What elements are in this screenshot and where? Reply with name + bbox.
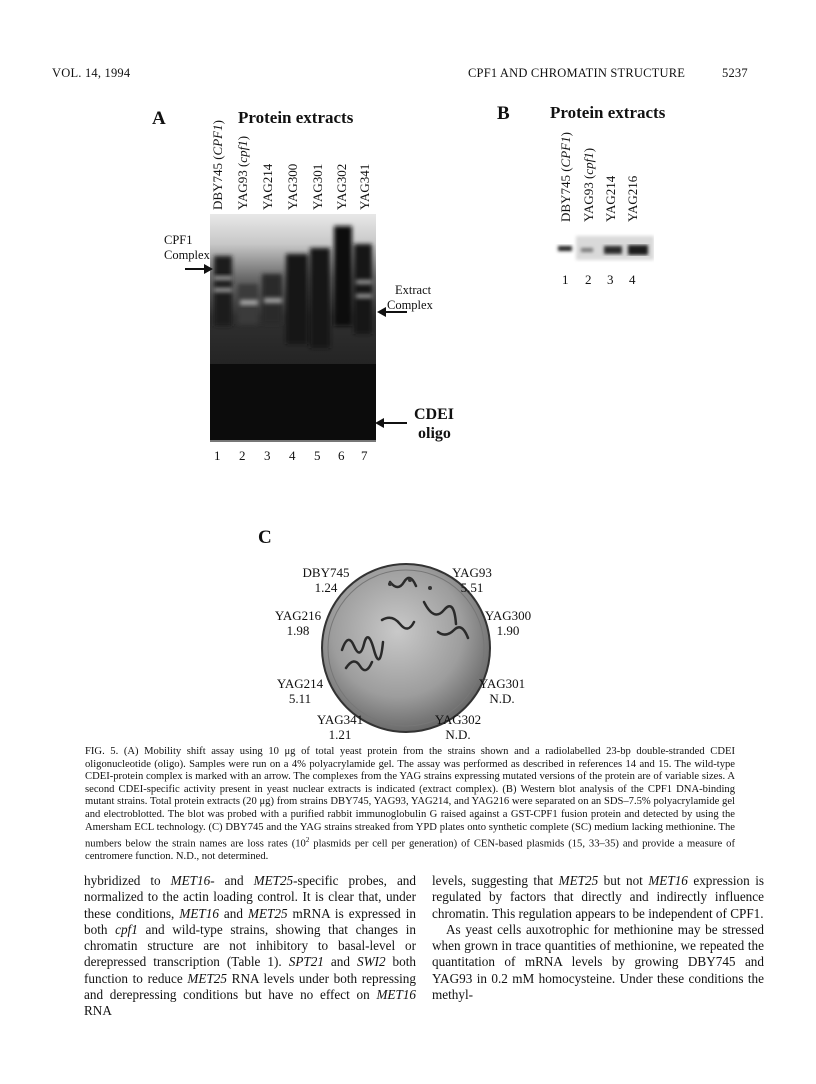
strain-label: YAG300 1.90 — [484, 608, 532, 638]
figure-caption: FIG. 5. (A) Mobility shift assay using 10 μg of total yeast protein from the strains shown and a radiolabelled 23-bp double-stranded CDEI oligonucleotide (oligo). Samples were run on a 4% polyacrylamide gel. The assay was performed as described in references 14 and 15. The wild-type CDEI-protein complex is marked with an arrow. The complexes from the YAG strains expressing mutated versions of the protein are of variable sizes. A second CDEI-specific activity present in yeast nuclear extracts is indicated (extract complex). (B) Western blot analysis of the CPF1 DNA-binding mutant strains. Total protein extracts (20 μg) from strains DBY745, YAG93, YAG214, and YAG216 were separated on an SDS–7.5% polyacrylamide gel and electroblotted. The blot was probed with a purified rabbit immunoglobulin G raised against a GST-CPF1 fusion protein and detected by using the Amersham ECL technology. (C) DBY745 and the YAG strains streaked from YPD plates onto synthetic complete (SC) medium lacking methionine. The numbers below the strain names are loss rates ($10^2$ plasmids per cell per generation) of CEN-based plasmids (15, 33–35) and provide a measure of centromere function. N.D., not determined. — [85, 746, 736, 863]
body-right-column: levels, suggesting that MET25 but not MET16 expression is regulated by factors that directly and indirectly influence chromatin. This regulation appears to be independent of CPF1. As yeast cells auxotrophic for methionine may be stressed when grown in trace quantities of methionine, we repeated the quantitation of mRNA levels by growing DBY745 and YAG93 in 0.2 mM homocysteine. Under these conditions the methyl- — [432, 873, 765, 1003]
panel-a-letter: A — [152, 108, 166, 129]
lane-label: YAG214 — [260, 163, 275, 210]
strain-label: YAG93 5.51 — [452, 565, 492, 595]
lane-number: 4 — [289, 448, 296, 463]
lane-label: YAG93 (cpf1) — [235, 135, 250, 210]
cpf1-complex-arrow-icon — [184, 262, 214, 276]
panel-b-title: Protein extracts — [550, 103, 666, 122]
lane-label: DBY745 (CPF1) — [558, 132, 573, 222]
cdei-oligo-label: CDEI oligo — [414, 406, 455, 442]
panel-a-title: Protein extracts — [238, 108, 354, 127]
extract-complex-label: Extract Complex — [387, 283, 433, 312]
lane-number: 6 — [338, 448, 345, 463]
cdei-oligo-arrow-icon — [374, 416, 408, 430]
lane-number: 1 — [562, 272, 569, 287]
lane-label: YAG300 — [285, 163, 300, 210]
lane-label: YAG216 — [625, 175, 640, 222]
lane-label: YAG302 — [334, 163, 349, 210]
extract-complex-arrow-icon — [376, 305, 408, 319]
strain-label: YAG214 5.11 — [276, 676, 324, 706]
emsa-gel-image — [210, 214, 376, 442]
strain-label: YAG302 N.D. — [434, 712, 482, 742]
panel-b-letter: B — [497, 103, 510, 124]
panel-c-letter: C — [258, 527, 272, 548]
lane-number: 7 — [361, 448, 368, 463]
strain-label: YAG301 N.D. — [478, 676, 526, 706]
lane-label: YAG341 — [357, 163, 372, 210]
strain-label: YAG216 1.98 — [274, 608, 322, 638]
lane-label: YAG93 (cpf1) — [581, 147, 596, 222]
lane-number: 4 — [629, 272, 636, 287]
lane-number: 2 — [585, 272, 592, 287]
page-number: 5237 — [722, 66, 748, 80]
lane-number: 1 — [214, 448, 221, 463]
lane-label: YAG214 — [603, 175, 618, 222]
journal-volume: VOL. 14, 1994 — [52, 66, 131, 80]
strain-label: YAG341 1.21 — [316, 712, 364, 742]
western-blot-image — [554, 232, 654, 264]
cpf1-complex-label: CPF1 Complex — [164, 233, 210, 262]
running-title: CPF1 AND CHROMATIN STRUCTURE — [468, 66, 686, 80]
strain-label: DBY745 1.24 — [302, 565, 350, 595]
lane-label: YAG301 — [310, 163, 325, 210]
lane-number: 3 — [264, 448, 271, 463]
lane-label: DBY745 (CPF1) — [210, 120, 225, 210]
lane-number: 2 — [239, 448, 246, 463]
lane-number: 3 — [607, 272, 614, 287]
body-left-column: hybridized to MET16- and MET25-specific probes, and normalized to the actin loading control. It is clear that, under these conditions, MET16 and MET25 mRNA is expressed in both cpf1 and wild-type strains, showing that changes in chromatin structure are not inhibitory to basal-level or derepressed transcription (Table 1). SPT21 and SWI2 both function to reduce MET25 RNA levels under both repressing and derepressing conditions but have no effect on MET16 RNA — [84, 873, 417, 1019]
lane-number: 5 — [314, 448, 321, 463]
